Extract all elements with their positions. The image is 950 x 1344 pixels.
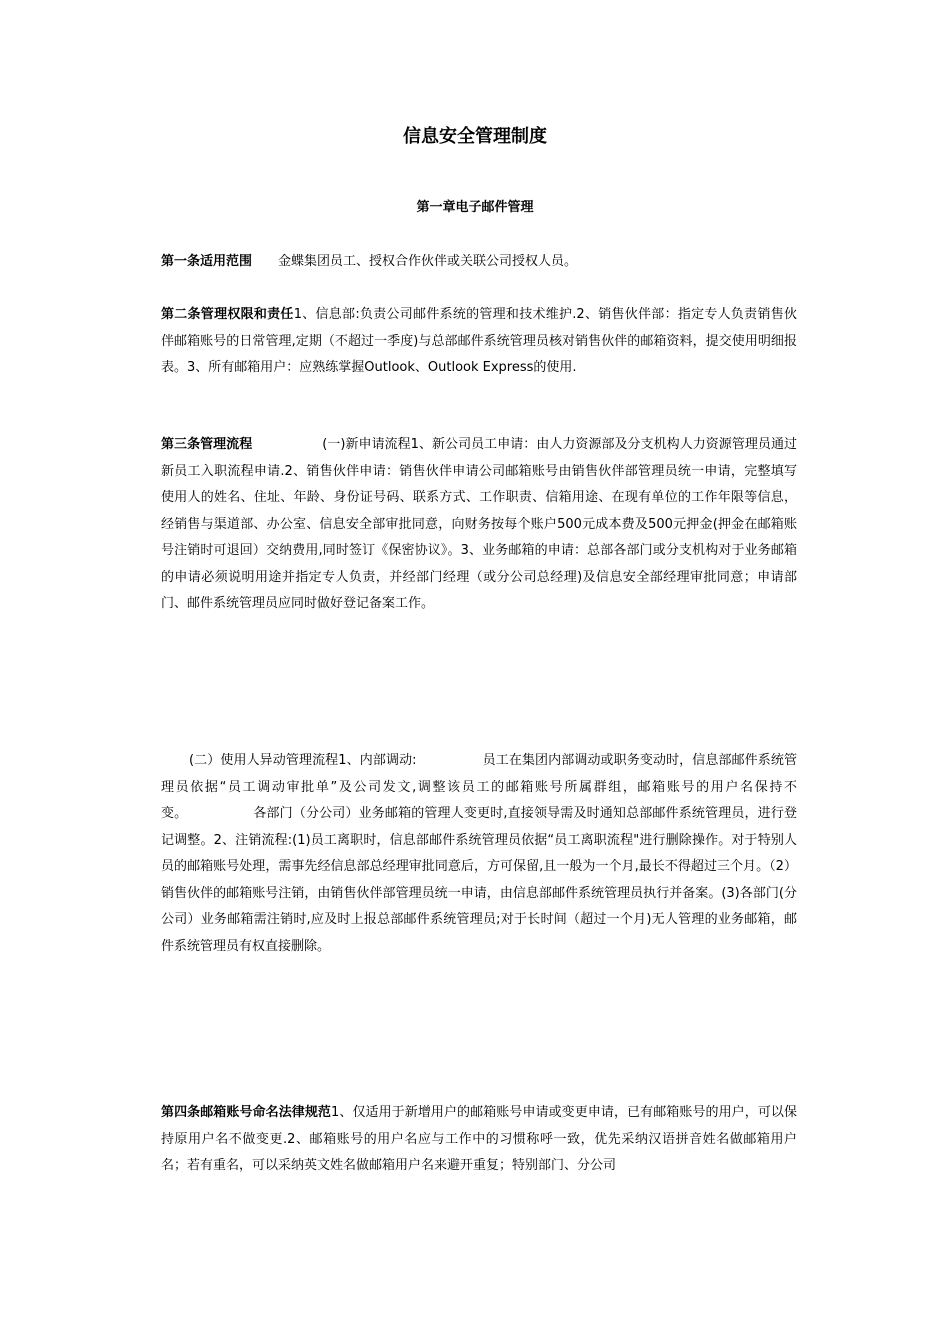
article-1 — [161, 249, 797, 276]
document-title: 信息安全管理制度 — [403, 126, 547, 147]
article-3-heading: 第三条管理流程 — [161, 437, 253, 452]
article-1-body: 金蝶集团员工、授权合作伙伴或关联公司授权人员。 — [278, 254, 578, 269]
article-2-heading: 第二条管理权限和责任 — [161, 307, 294, 322]
article-3-part-2-body-b: 各部门（分公司）业务邮箱的管理人变更时,直接领导需及时通知总部邮件系统管理员，进行登记调整。2、注销流程:(1)员工离职时，信息部邮件系统管理员依据“员工离职流程"进行删除操作。对于特别人员的邮箱账号处理，需事先经信息部总经理审批同意后，方可保留,且一般为一个月,最长不得超过三个月。（2）销售伙伴的邮箱账号注销，由销售伙伴部管理员统一申请，由信息部邮件系统管理员执行并备案。(3)各部门(分公司）业务邮箱需注销时,应及时上报总部邮件系统管理员;对于长时间（超过一个月)无人管理的业务邮箱，邮件系统管理员有权直接删除。 — [161, 806, 797, 954]
article-4-heading: 第四条邮箱账号命名法律规范 — [161, 1105, 332, 1120]
article-3-part-2-intro: (二）使用人异动管理流程1、内部调动: — [189, 753, 417, 768]
article-3-body: (一)新申请流程1、新公司员工申请：由人力资源部及分支机构人力资源管理员通过新员工入职流程申请.2、销售伙伴申请：销售伙伴申请公司邮箱账号由销售伙伴部管理员统一申请，完整填写使用人的姓名、住址、年龄、身份证号码、联系方式、工作职责、信箱用途、在现有单位的工作年限等信息，经销售与渠道部、办公室、信息安全部审批同意，向财务按每个账户500元成本费及500元押金(押金在邮箱账号注销时可退回）交纳费用,同时签订《保密协议》。3、业务邮箱的申请：总部各部门或分支机构对于业务邮箱的申请必须说明用途并指定专人负责，并经部门经理（或分公司总经理)及信息安全部经理审批同意；申请部门、邮件系统管理员应同时做好登记备案工作。 — [161, 437, 797, 611]
article-4-body: 1、仅适用于新增用户的邮箱账号申请或变更申请，已有邮箱账号的用户，可以保持原用户名不做变更.2、邮箱账号的用户名应与工作中的习惯称呼一致，优先采纳汉语拼音姓名做邮箱用户名；若有重名，可以采纳英文姓名做邮箱用户名来避开重复；特别部门、分公司 — [161, 1105, 797, 1173]
article-1-heading: 第一条适用范围 — [161, 254, 253, 269]
article-3-part-2-body-a: 员工在集团内部调动或职务变动时，信息部邮件系统管理员依据“员工调动审批单”及公司发文,调整该员工的邮箱账号所属群组，邮箱账号的用户名保持不变。 — [161, 753, 797, 821]
article-2-body: 1、信息部:负责公司邮件系统的管理和技术维护.2、销售伙伴部：指定专人负责销售伙伴邮箱账号的日常管理,定期（不超过一季度)与总部邮件系统管理员核对销售伙伴的邮箱资料，提交使用明细报表。3、所有邮箱用户：应熟练掌握Outlook、Outlook Express的使用. — [161, 307, 797, 375]
article-3 — [161, 432, 797, 618]
article-4 — [161, 1100, 797, 1180]
article-2 — [161, 302, 797, 382]
chapter-title: 第一章电子邮件管理 — [416, 200, 534, 215]
article-3-part-2 — [161, 748, 797, 960]
